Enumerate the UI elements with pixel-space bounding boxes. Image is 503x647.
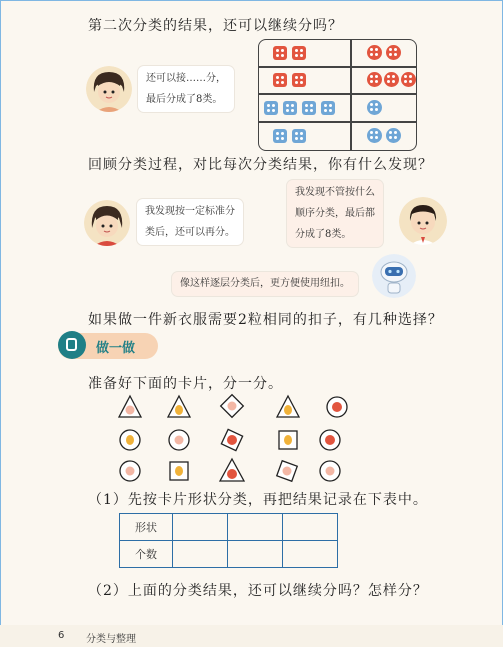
right-bubble-line-1: 我发现不管按什么 — [295, 187, 375, 198]
triangle-card-apple — [220, 459, 244, 481]
circle-card-pear — [120, 430, 140, 450]
red-round-button — [384, 72, 399, 87]
table-cell — [173, 514, 228, 541]
robot-avatar — [372, 254, 416, 298]
table-cell — [283, 541, 338, 568]
circle-card-peach — [120, 461, 140, 481]
girl-bubble-line-2: 最后分成了8类。 — [146, 94, 223, 105]
table-divider-row-1 — [259, 66, 416, 68]
table-row — [120, 514, 338, 541]
girl-avatar-2 — [84, 200, 130, 246]
circle-card-apple — [327, 397, 347, 417]
task-2: （2）上面的分类结果，还可以继续分吗？怎样分？ — [88, 583, 428, 599]
blue-square-button — [283, 101, 297, 115]
red-round-button — [367, 45, 382, 60]
header-shape: 形状 — [120, 514, 173, 541]
red-square-button — [292, 46, 306, 60]
red-square-button — [273, 46, 287, 60]
right-speech-bubble — [287, 180, 383, 247]
blue-square-button — [264, 101, 278, 115]
header-count: 个数 — [120, 541, 173, 568]
diamond-card-peach — [221, 395, 244, 418]
girl-speech-bubble — [138, 66, 234, 112]
question-3: 如果做一件新衣服需要2粒相同的扣子，有几种选择？ — [88, 312, 443, 328]
table-cell — [228, 541, 283, 568]
bottom-band — [0, 625, 503, 647]
table-row — [120, 541, 338, 568]
blue-square-button — [292, 129, 306, 143]
red-square-button — [292, 73, 306, 87]
robot-speech-bubble: 像这样逐层分类后，更方便使用纽扣。 — [172, 272, 358, 296]
diamond-card-apple — [221, 429, 242, 450]
triangle-card-pear — [277, 396, 299, 417]
red-round-button — [367, 72, 382, 87]
question-1: 第二次分类的结果，还可以继续分吗？ — [88, 18, 343, 34]
blue-round-button — [386, 128, 401, 143]
table-divider-vertical — [350, 40, 352, 150]
red-round-button — [386, 45, 401, 60]
table-divider-row-2 — [259, 93, 416, 95]
blue-square-button — [302, 101, 316, 115]
question-2: 回顾分类过程，对比每次分类结果，你有什么发现？ — [88, 157, 433, 173]
diamond-card-peach — [277, 461, 298, 482]
red-round-button — [401, 72, 416, 87]
page-number: 6 — [58, 630, 65, 641]
record-table — [119, 513, 338, 568]
right-bubble-line-3: 分成了8类。 — [295, 229, 352, 240]
left-bubble-line-1: 我发现按一定标准分 — [145, 206, 235, 217]
table-cell — [283, 514, 338, 541]
blue-square-button — [273, 129, 287, 143]
notebook-icon — [58, 331, 86, 359]
cards-grid — [110, 393, 360, 489]
right-bubble-line-2: 顺序分类，最后都 — [295, 208, 375, 219]
cards-intro: 准备好下面的卡片，分一分。 — [88, 376, 283, 392]
left-speech-bubble — [137, 199, 243, 245]
blue-round-button — [367, 100, 382, 115]
red-square-button — [273, 73, 287, 87]
triangle-card-peach — [119, 396, 141, 417]
girl-avatar — [86, 66, 132, 112]
doit-label: 做一做 — [96, 341, 136, 356]
circle-card-peach — [320, 461, 340, 481]
girl-bubble-line-1: 还可以接……分， — [146, 73, 226, 84]
circle-card-peach — [169, 430, 189, 450]
blue-round-button — [367, 128, 382, 143]
section-title: 分类与整理 — [86, 634, 136, 645]
left-bubble-line-2: 类后，还可以再分。 — [145, 227, 235, 238]
square-card-pear — [279, 431, 297, 449]
triangle-card-pear — [168, 396, 190, 417]
classification-table — [258, 39, 417, 151]
task-1: （1）先按卡片形状分类，再把结果记录在下表中。 — [88, 492, 428, 508]
table-cell — [228, 514, 283, 541]
table-cell — [173, 541, 228, 568]
blue-square-button — [321, 101, 335, 115]
boy-avatar — [399, 197, 447, 245]
table-divider-row-3 — [259, 121, 416, 123]
square-card-pear — [170, 462, 188, 480]
circle-card-apple — [320, 430, 340, 450]
